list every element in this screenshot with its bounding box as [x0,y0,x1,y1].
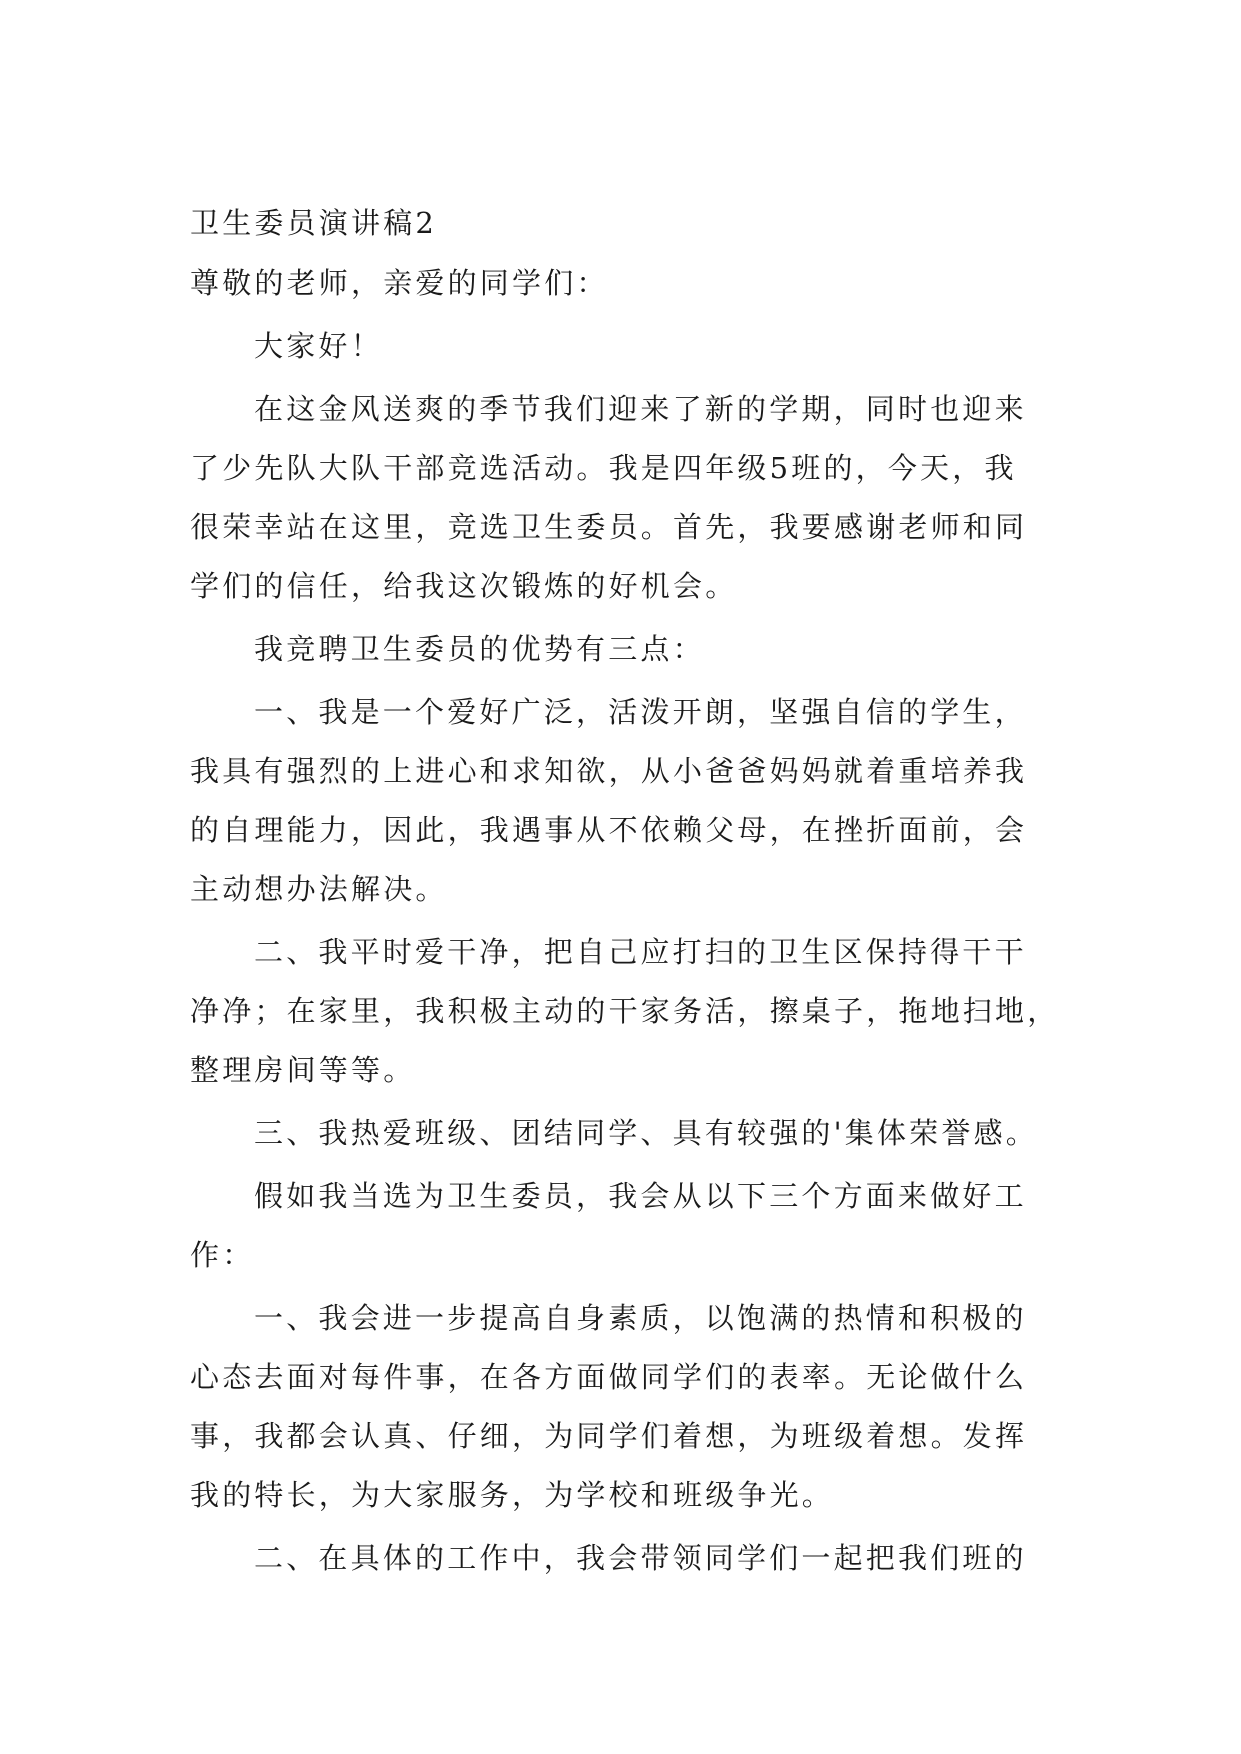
paragraph-line: 我的特长，为大家服务，为学校和班级争光。 [190,1478,835,1512]
paragraph-line: 我具有强烈的上进心和求知欲，从小爸爸妈妈就着重培养我 [190,754,1028,788]
paragraph-line: 心态去面对每件事，在各方面做同学们的表率。无论做什么 [190,1360,1028,1394]
paragraph-plan-one [190,1298,1070,1515]
paragraph-line: 一、我会进一步提高自身素质，以饱满的热情和积极的 [254,1301,1027,1335]
paragraph-line: 一、我是一个爱好广泛，活泼开朗，坚强自信的学生， [254,695,1027,729]
document-body [190,203,1070,1601]
paragraph-line: 主动想办法解决。 [190,872,448,906]
paragraph-line: 了少先队大队干部竞选活动。我是四年级5班的，今天，我 [190,451,1017,485]
paragraph-line: 的自理能力，因此，我遇事从不依赖父母，在挫折面前，会 [190,813,1028,847]
paragraph-advantage-three [190,1113,1070,1153]
paragraph-advantage-two [190,932,1070,1090]
paragraph-advantages-heading [190,629,1070,669]
paragraph-line: 我竞聘卫生委员的优势有三点： [254,632,705,666]
paragraph-line: 假如我当选为卫生委员，我会从以下三个方面来做好工 [254,1179,1027,1213]
paragraph-line: 作： [190,1238,255,1272]
paragraph-line: 净净；在家里，我积极主动的干家务活，擦桌子，拖地扫地， [190,994,1060,1028]
paragraph-advantage-one [190,692,1070,909]
document-title: 卫生委员演讲稿2 [190,206,438,240]
paragraph-line: 事，我都会认真、仔细，为同学们着想，为班级着想。发挥 [190,1419,1028,1453]
paragraph-line: 二、在具体的工作中，我会带领同学们一起把我们班的 [254,1541,1027,1575]
paragraph-line: 整理房间等等。 [190,1053,416,1087]
paragraph-line: 很荣幸站在这里，竞选卫生委员。首先，我要感谢老师和同 [190,510,1028,544]
paragraph-introduction [190,389,1070,606]
paragraph-plan-two [190,1538,1070,1578]
paragraph-line: 在这金风送爽的季节我们迎来了新的学期，同时也迎来 [254,392,1027,426]
paragraph-opening [190,326,1070,366]
paragraph-plan-heading [190,1176,1070,1275]
salutation: 尊敬的老师，亲爱的同学们： [190,266,609,300]
paragraph-line: 大家好！ [254,329,383,363]
paragraph-line: 三、我热爱班级、团结同学、具有较强的'集体荣誉感。 [254,1116,1038,1150]
paragraph-line: 学们的信任，给我这次锻炼的好机会。 [190,569,738,603]
paragraph-line: 二、我平时爱干净，把自己应打扫的卫生区保持得干干 [254,935,1027,969]
